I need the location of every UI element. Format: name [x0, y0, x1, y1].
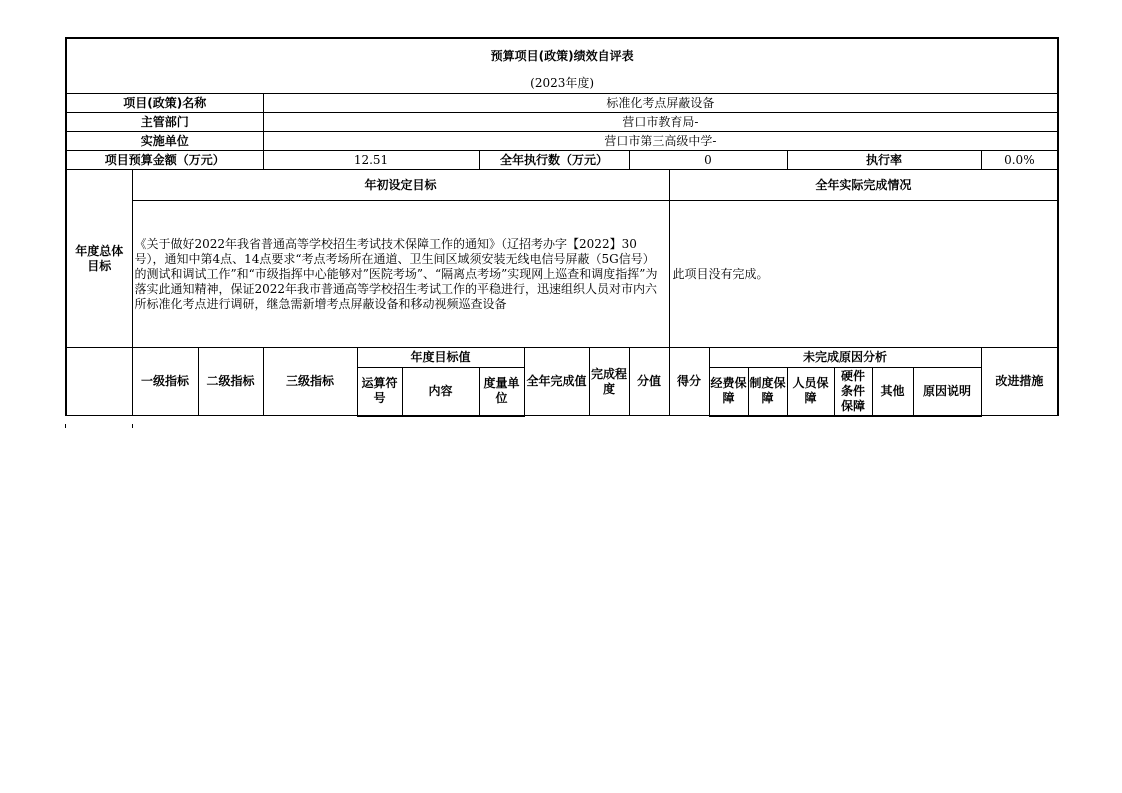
execution-rate-value: 0.0%: [981, 151, 1058, 170]
performance-self-evaluation-table: [65, 37, 1059, 417]
measurement-unit-header: 度量单位: [479, 368, 524, 416]
level2-indicator-header: 二级指标: [198, 348, 263, 416]
reason-system-header: 制度保障: [748, 368, 787, 416]
executed-amount-value: 0: [629, 151, 787, 170]
operator-header: 运算符号: [357, 368, 402, 416]
fiscal-year: (2023年度): [66, 73, 1058, 94]
page-title: 预算项目(政策)绩效自评表: [66, 38, 1058, 73]
reason-funding-header: 经费保障: [709, 368, 748, 416]
annual-goal-label: 年度总体目标: [66, 170, 132, 348]
score-value-header: 分值: [629, 348, 669, 416]
reason-personnel-header: 人员保障: [787, 368, 834, 416]
budget-amount-value: 12.51: [263, 151, 479, 170]
completion-degree-header: 完成程度: [589, 348, 629, 416]
actual-completion-header: 全年实际完成情况: [669, 170, 1058, 201]
score-header: 得分: [669, 348, 709, 416]
content-header: 内容: [402, 368, 479, 416]
reason-analysis-header: 未完成原因分析: [709, 348, 981, 368]
table-continuation-stub: [65, 424, 133, 428]
project-name-label: 项目(政策)名称: [66, 94, 263, 113]
reason-explanation-header: 原因说明: [913, 368, 981, 416]
execution-rate-label: 执行率: [787, 151, 981, 170]
reason-hardware-header: 硬件条件保障: [834, 368, 872, 416]
executed-amount-label: 全年执行数（万元）: [479, 151, 629, 170]
department-value: 营口市教育局-: [263, 113, 1058, 132]
implementing-unit-label: 实施单位: [66, 132, 263, 151]
actual-completion-text: 此项目没有完成。: [669, 201, 1058, 348]
level3-indicator-header: 三级指标: [263, 348, 357, 416]
level1-indicator-header: 一级指标: [132, 348, 198, 416]
department-label: 主管部门: [66, 113, 263, 132]
indicator-stub-cell: [66, 348, 132, 416]
initial-goal-text: 《关于做好2022年我省普通高等学校招生考试技术保障工作的通知》（辽招考办字【2022】30号），通知中第4点、14点要求“考点考场所在通道、卫生间区域须安装无线电信号屏蔽（5G信号）的测试和调试工作”和“市级指挥中心能够对”医院考场”、“隔离点考场”实现网上巡查和调度指挥”为落实此通知精神，保证2022年我市普通高等学校招生考试工作的平稳进行，迅速组织人员对市内六所标准化考点进行调研，继急需新增考点屏蔽设备和移动视频巡查设备: [132, 201, 669, 348]
implementing-unit-value: 营口市第三高级中学-: [263, 132, 1058, 151]
annual-target-header: 年度目标值: [357, 348, 524, 368]
initial-goal-header: 年初设定目标: [132, 170, 669, 201]
budget-amount-label: 项目预算金额（万元）: [66, 151, 263, 170]
project-name-value: 标准化考点屏蔽设备: [263, 94, 1058, 113]
improvement-header: 改进措施: [981, 348, 1058, 416]
reason-other-header: 其他: [872, 368, 913, 416]
completed-value-header: 全年完成值: [524, 348, 589, 416]
